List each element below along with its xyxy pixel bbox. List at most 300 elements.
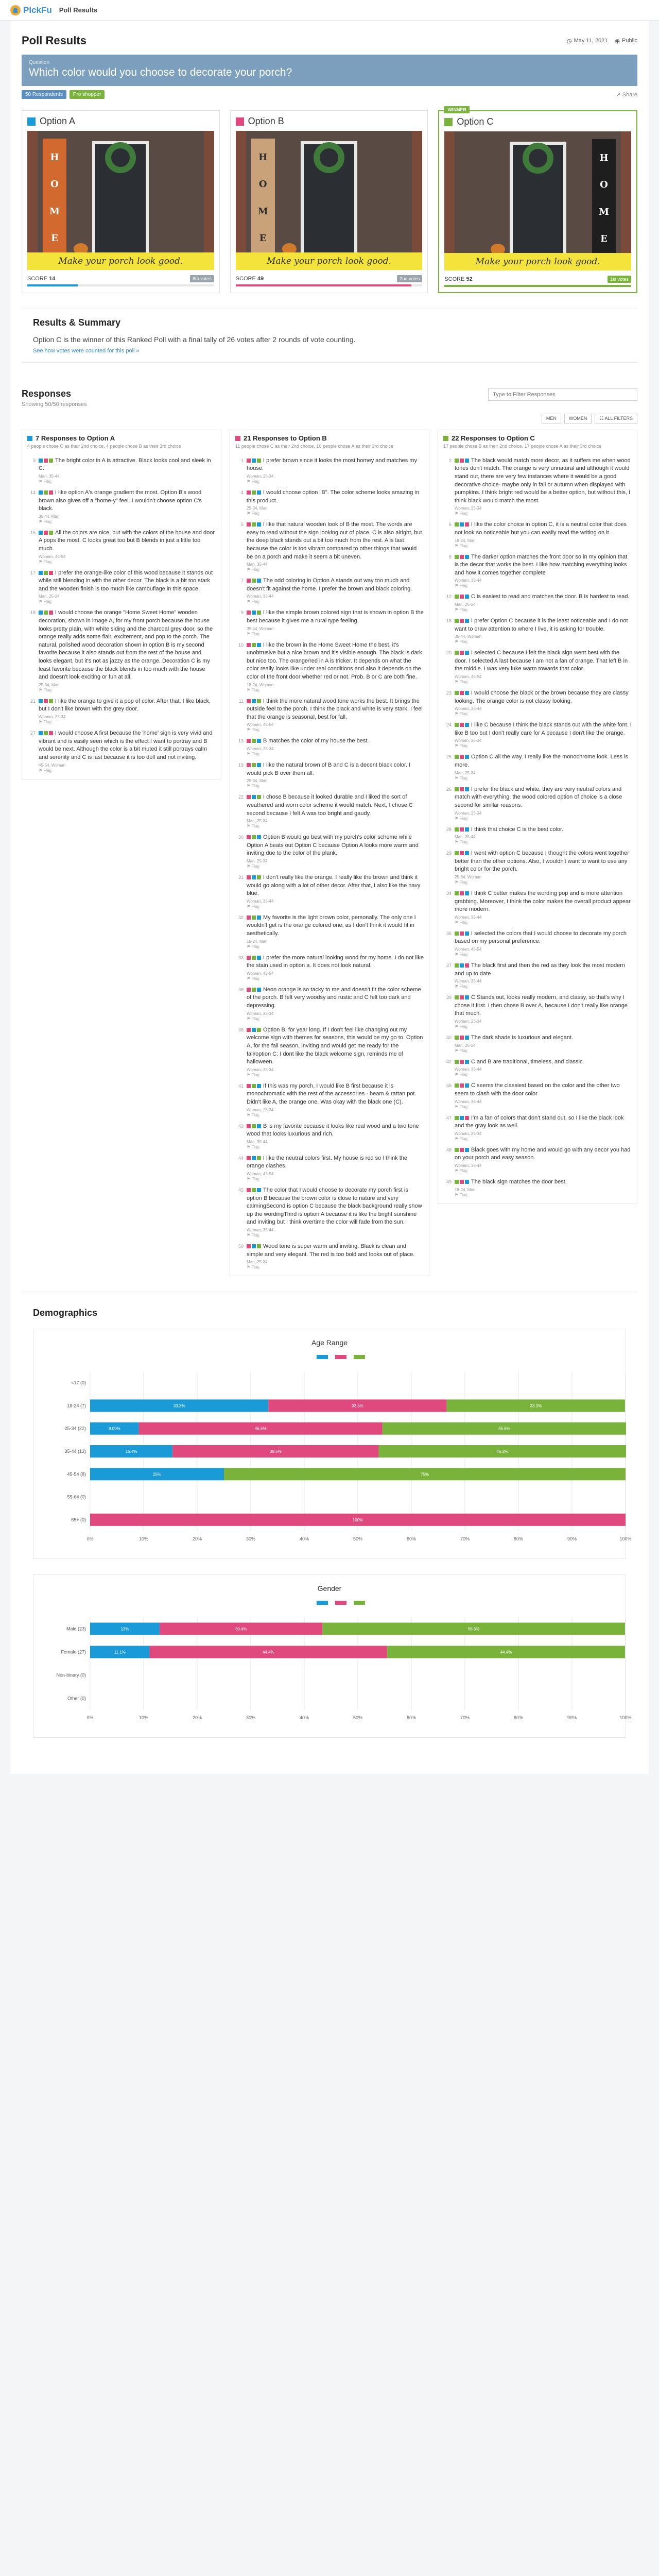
response-column [22,430,221,779]
response-text: I prefer the orange-like color of this wood because it stands out while still blending in with the other decor. The black is a bit too stark and the wooden finish is too much like camouflage in this space. [39,569,213,592]
tag-list [22,90,105,99]
response-number: 46 [446,1083,452,1089]
respondent-demographics: Woman, 35-44 [455,578,482,583]
respondent-demographics: Woman, 45-54 [247,971,274,976]
rank-order-icon [455,555,469,559]
date-info [567,38,608,44]
response-number: 15 [30,530,36,535]
respondent-demographics: Woman, 45-54 [455,947,482,952]
flag-response-button[interactable]: ⚑ Flag [39,559,51,564]
response-item [443,614,632,646]
response-number: 43 [238,1123,244,1129]
response-text: I would choose the black or the brown because they are classy looking. The orange color is not classy looking. [455,690,629,704]
response-text: I went with option C because I thought the colors went together better than the other options. Also, I wouldn't want to want to use any bright color for the porch. [455,850,629,873]
page-title: Poll Results [22,34,86,47]
flag-response-button[interactable]: ⚑ Flag [455,1072,467,1077]
response-number: 19 [238,762,244,768]
bar-value-label: 15.4% [125,1449,137,1454]
rank-order-icon [39,611,53,615]
flag-response-button[interactable]: ⚑ Flag [455,952,467,957]
flag-response-button[interactable]: ⚑ Flag [247,752,259,757]
flag-response-button[interactable]: ⚑ Flag [39,599,51,604]
option-b-image[interactable] [236,131,423,270]
page-label: Poll Results [59,6,98,14]
poll-visibility: Public [622,38,637,44]
response-item [27,526,216,566]
age-range-chart-svg [44,1351,636,1547]
poll-date: May 11, 2021 [574,38,608,44]
response-item [443,927,632,959]
app-logo[interactable] [10,5,52,15]
response-item [235,694,424,735]
response-text: I think the more natural wood tone works the best. It brings the outside feel to the porch. I think the black and white is very stark. I feel that the orange is seasonal, best for fall. [247,698,423,720]
flag-response-button[interactable]: ⚑ Flag [455,984,467,989]
respondent-demographics: 25-34, Woman [455,874,482,879]
response-text: The odd coloring in Option A stands out way too much and doesn't fit against the home. I prefer the brown and black coloring. [247,578,412,592]
x-tick-label: 0% [86,1536,94,1542]
y-category-label: Other (0) [67,1696,86,1701]
flag-response-button[interactable]: ⚑ Flag [247,824,259,829]
response-number: 24 [446,722,452,728]
x-tick-label: 30% [246,1536,256,1542]
flag-response-button[interactable]: ⚑ Flag [247,727,259,733]
response-number: 8 [448,554,452,560]
respondent-demographics: Man, 25-34 [455,770,476,775]
response-item [235,734,424,758]
response-item [443,686,632,718]
y-category-label: 18-24 (7) [67,1403,86,1409]
response-text: I like the color choice in option C, it is a neutral color that does not look so noticeable but you can easily read the writing on it. [455,521,627,536]
x-tick-label: 90% [567,1536,577,1542]
y-category-label: Male (23) [66,1626,86,1632]
legend-swatch [354,1355,365,1359]
response-text: Neon orange is so tacky to me and doesn't fit the color scheme of the porch. B felt very woodsy and rustic and C felt too dark and depressing. [247,986,421,1009]
bar-value-label: 25% [152,1472,162,1477]
flag-response-button[interactable]: ⚑ Flag [455,711,467,717]
column-header [443,434,632,442]
flag-response-button[interactable]: ⚑ Flag [455,680,467,685]
gender-chart [33,1574,632,1738]
wreath-graphic [314,142,344,173]
flag-response-button[interactable]: ⚑ Flag [247,1233,259,1238]
score-pill: 2nd votes [397,275,422,282]
bar-value-label: 9.09% [108,1426,120,1431]
image-slogan: Make your porch look good. [27,252,214,270]
gender-chart-svg [44,1597,636,1725]
rank-order-icon [455,691,469,695]
bar-value-label: 45.5% [498,1426,510,1431]
respondent-demographics: Man, 25-34 [455,602,476,607]
respondent-demographics: Woman, 25-34 [247,1107,274,1112]
rank-order-icon [39,490,53,495]
respondent-demographics: Woman, 25-34 [247,1067,274,1072]
x-tick-label: 40% [299,1715,309,1721]
rank-order-icon [247,1188,261,1192]
response-text: The black first and then the red as they look the most modern and up to date [455,962,625,977]
flag-response-button[interactable]: ⚑ Flag [455,583,467,588]
rank-order-icon [39,531,53,535]
wreath-graphic [105,142,136,173]
response-item [235,518,424,574]
y-category-label: Female (27) [61,1649,86,1655]
rank-order-icon [455,1083,469,1088]
response-item [443,846,632,887]
brick-wall-left [236,131,246,270]
rank-order-icon [247,490,261,495]
respondent-demographics: Woman, 45-54 [455,674,482,680]
respondents-tag: 50 Respondents [22,90,66,99]
response-text: The darker option matches the front door so in my opinion that is the decor that works the best. I like how matching everything looks and how it comes together complete [455,553,628,576]
respondent-demographics: Man, 35-44 [247,1139,268,1144]
respondent-demographics: Woman, 45-54 [247,722,274,727]
response-text: I'm a fan of colors that don't stand out, so I like the black look and the gray look as well. [455,1114,624,1129]
flag-response-button[interactable]: ⚑ Flag [455,1136,467,1141]
response-number: 13 [238,738,244,744]
pickfu-logo-icon [10,5,21,15]
response-text: The color that I would choose to decorate my porch first is option B because the brown color is close to nature and very calmingSecond is option C because the black background really show up the wordingThird is option A because it is like the bright sunshine and inviting but I think overtime the color will fade from the sun. [247,1187,422,1226]
score-bar-fill [27,284,78,286]
rank-order-icon [39,571,53,575]
response-text: I think C better makes the wording pop and is more attention grabbing. Moreover, I think the color makes the overall product appear more modern. [455,890,631,913]
respondent-demographics: Woman, 35-44 [247,594,274,599]
flag-response-button[interactable]: ⚑ Flag [455,1048,467,1053]
respondent-demographics: 35-44, Woman [247,626,274,631]
legend-swatch [354,1601,365,1605]
home-sign-board: H O M E [251,139,275,257]
response-number: 37 [446,963,452,969]
respondent-demographics: 25-34, Man [39,682,60,687]
x-tick-label: 70% [460,1715,470,1721]
response-item [443,959,632,991]
flag-response-button[interactable]: ⚑ Flag [455,840,467,845]
x-tick-label: 30% [246,1715,256,1721]
response-number: 17 [30,570,36,575]
response-text: Wood tone is super warm and inviting. Black is clean and simple and very elegant. The red is too bold and looks out of place. [247,1243,415,1258]
respondent-demographics: Woman, 25-34 [247,473,274,479]
response-item [443,1055,632,1079]
results-summary [22,309,637,363]
flag-response-button[interactable]: ⚑ Flag [455,775,467,781]
response-item [235,758,424,790]
y-category-label: 55-64 (0) [67,1494,86,1500]
flag-response-button[interactable]: ⚑ Flag [455,1192,467,1197]
brick-wall-right [621,131,631,270]
brick-wall-right [412,131,422,270]
flag-response-button[interactable]: ⚑ Flag [247,784,259,789]
response-item [27,726,216,774]
rank-order-icon [247,699,261,703]
response-number: 10 [238,642,244,648]
response-item [443,646,632,686]
responses-header [10,368,649,408]
x-tick-label: 100% [619,1536,632,1542]
response-number: 44 [238,1155,244,1161]
response-number: 1 [240,457,244,463]
bar-value-label: 44.4% [262,1650,274,1655]
rank-order-icon [247,1084,261,1088]
respondent-demographics: Woman, 35-44 [455,1067,482,1072]
response-item [443,718,632,750]
rank-order-icon [247,579,261,583]
flag-response-button[interactable]: ⚑ Flag [455,1024,467,1029]
response-number: 34 [446,890,452,896]
brick-wall-left [444,131,455,270]
respondent-demographics: Man, 25-34 [455,1043,476,1048]
score-bar [27,284,214,286]
response-text: All the colors are nice, but with the colors of the house and door A pops the most. C looks great too but B blends in just a little too much. [39,529,215,552]
respondent-demographics: Woman, 25-34 [455,1131,482,1136]
flag-response-button[interactable]: ⚑ Flag [247,479,259,484]
rank-order-icon [455,1060,469,1064]
response-number: 47 [446,1115,452,1121]
response-number: 45 [238,1187,244,1193]
respondent-demographics: Man, 25-34 [247,1260,268,1265]
flag-response-button[interactable]: ⚑ Flag [247,599,259,604]
response-text: Option B, for year long. If I don't feel like changing out my welcome sign with themes for seasons, this would be my go to. Option A, for the fall season, inviting and would get me ready for the fall/option C: I dont like the black welcome sign, reminds me of halloween. [247,1026,423,1065]
flag-response-button[interactable]: ⚑ Flag [455,743,467,749]
response-item [443,590,632,614]
rank-order-icon [247,988,261,992]
flag-response-button[interactable]: ⚑ Flag [247,567,259,572]
response-number: 50 [238,1244,244,1249]
column-title: 21 Responses to Option B [244,434,327,442]
rank-order-icon [455,1148,469,1152]
response-item [235,790,424,831]
flag-response-button[interactable]: ⚑ Flag [247,1112,259,1117]
rank-order-icon [455,891,469,895]
option-card-b[interactable] [230,110,428,293]
response-text: I prefer the more natural looking wood for my home. I do not like the stain used in option a. It does not look natural. [247,954,424,969]
response-item [443,887,632,927]
respondent-demographics: Woman, 25-34 [455,506,482,511]
flag-response-button[interactable]: ⚑ Flag [247,863,259,869]
response-text: C Stands out, looks really modern, and classy, so that's why I chose it first. I then chose B over A, because I don't really like orange that much. [455,994,628,1017]
flag-response-button[interactable]: ⚑ Flag [455,607,467,612]
response-item [27,566,216,606]
winner-badge: WINNER [444,106,470,113]
flag-response-button[interactable]: ⚑ Flag [247,1144,259,1149]
flag-response-button[interactable]: ⚑ Flag [247,1072,259,1077]
respondent-demographics: 35-44, Man [39,514,60,519]
x-tick-label: 50% [353,1715,363,1721]
y-category-label: 45-54 (8) [67,1471,86,1477]
response-item [443,823,632,847]
rank-order-icon [39,459,53,463]
globe-icon: ◉ [615,38,620,44]
flag-response-button[interactable]: ⚑ Flag [455,1104,467,1109]
flag-response-button[interactable]: ⚑ Flag [247,904,259,909]
respondent-demographics: 18-24, Man [455,1187,476,1192]
flag-response-button[interactable]: ⚑ Flag [247,687,259,692]
respondent-demographics: Woman, 25-34 [455,738,482,743]
option-header [236,116,423,127]
response-number: 27 [30,731,36,736]
filter-responses-input[interactable] [488,388,637,401]
respondent-demographics: Woman, 35-44 [455,706,482,711]
response-number: 22 [238,794,244,800]
all-filters-button[interactable]: ☷ ALL FILTERS [595,414,637,423]
flag-response-button[interactable]: ⚑ Flag [247,631,259,636]
respondent-demographics: Man, 35-44 [247,562,268,567]
filter-buttons [10,408,649,430]
option-card-c[interactable] [438,107,637,293]
flag-response-button[interactable]: ⚑ Flag [455,639,467,645]
score-row [236,275,423,282]
response-number: 18 [30,610,36,616]
response-text: I would choose the orange "Home Sweet Home" wooden decoration, shown in image A, for my front porch because the house looks pretty plain, with white siding and the charcoal grey door, so the orange really adds some flair, excitement, and pop to the porch. The natural, polished wood decoration shown in option B is my second favorite because it also stands out from the rest of the house and looks elegant, but it's not as jazzy as the orange. Decoration C is my least favorite because the black blends in too much with the house and doesn't look exciting or fun at all. [39,609,213,681]
option-card-a[interactable] [22,110,220,293]
rank-order-icon [455,1116,469,1120]
legend-swatch [335,1601,346,1605]
response-item [235,1023,424,1079]
flag-response-button[interactable]: ⚑ Flag [455,879,467,885]
flag-response-button[interactable]: ⚑ Flag [455,920,467,925]
rank-order-icon [247,835,261,839]
share-button[interactable] [616,91,637,98]
response-text: If this was my porch, I would like B first because it is monochromatic with the rest of the accessories - beam & rattan pot. Didn't like A, the orange one. Was okay with the black one (C). [247,1082,417,1105]
response-number: 6 [448,522,452,528]
flag-response-button[interactable]: ⚑ Flag [39,768,51,773]
response-item [235,983,424,1023]
rank-order-icon [247,522,261,527]
filter-women-button[interactable]: WOMEN [564,414,592,423]
response-number: 48 [446,1147,452,1153]
respondent-demographics: Woman, 25-34 [247,1011,274,1016]
flag-response-button[interactable]: ⚑ Flag [455,816,467,821]
response-number: 36 [238,987,244,992]
share-icon: ↗ [616,92,622,98]
score-bar-fill [236,284,411,286]
flag-response-button[interactable]: ⚑ Flag [455,1168,467,1173]
response-item [235,911,424,951]
filter-men-button[interactable]: MEN [542,414,561,423]
question-label: Question [29,60,50,65]
respondent-demographics: Man, 25-34 [247,858,268,863]
response-text: I like the natural brown of B and C is a decent black color. I would pick B over them all. [247,762,411,776]
response-number: 42 [446,1059,452,1064]
flag-response-button[interactable]: ⚑ Flag [39,479,51,484]
brick-wall-right [204,131,214,270]
response-item [27,454,216,486]
x-tick-label: 50% [353,1536,363,1542]
response-item [235,486,424,518]
response-text: I like the neutral colors first. My house is red so I think the orange clashes. [247,1155,408,1170]
response-text: I don't really like the orange. I really like the brown and think it would go along with a lot of other decor. After that, I also like the navy blue. [247,874,421,897]
bar-value-label: 33.3% [352,1403,363,1409]
legend-swatch [317,1601,328,1605]
response-number: 7 [240,578,244,584]
response-item [443,1143,632,1175]
respondent-demographics: 45-54, Woman [39,762,66,768]
bar-value-label: 11.1% [114,1650,126,1655]
response-number: 3 [32,457,36,463]
response-number: 23 [446,690,452,696]
rank-order-icon [455,723,469,727]
age-range-chart [33,1329,632,1559]
x-tick-label: 80% [513,1715,524,1721]
option-c-image[interactable] [444,131,631,270]
rank-order-icon [247,739,261,743]
response-text: Black goes with my home and would go with any decor you had on your porch and easy season. [455,1146,631,1161]
x-tick-label: 70% [460,1536,470,1542]
legend-swatch [335,1355,346,1359]
bar-value-label: 46.2% [496,1449,509,1454]
response-item [235,1240,424,1272]
column-subtitle: 4 people chose C as their 2nd choice, 4 people chose B as their 3rd choice [27,444,181,449]
top-bar [0,0,659,21]
respondent-demographics: Woman, 25-34 [39,715,66,720]
flag-response-button[interactable]: ⚑ Flag [39,720,51,725]
y-category-label: 65+ (0) [71,1517,86,1523]
response-text: I like the orange to give it a pop of color. After that, I like black, but I don't like brown with the grey door. [39,698,211,713]
rank-order-icon [247,1156,261,1160]
response-number: 5 [240,522,244,528]
vote-counting-link[interactable]: See how votes were counted for this poll » [33,348,140,354]
bar-value-label: 75% [420,1472,429,1477]
flag-response-button[interactable]: ⚑ Flag [247,1176,259,1181]
option-name: Option B [248,116,284,126]
flag-response-button[interactable]: ⚑ Flag [247,511,259,516]
bar-value-label: 100% [352,1518,363,1523]
respondent-demographics: Woman, 35-44 [247,1228,274,1233]
response-number: 25 [446,754,452,760]
response-item [235,574,424,606]
flag-response-button[interactable]: ⚑ Flag [247,944,259,949]
score-pill: 8th votes [190,275,214,282]
column-title: 22 Responses to Option C [452,434,535,442]
response-item [443,1031,632,1055]
x-tick-label: 40% [299,1536,309,1542]
response-item [443,454,632,518]
response-item [27,606,216,694]
rank-order-icon [455,827,469,832]
option-b-color-icon [236,117,244,126]
tag-row [22,90,637,99]
flag-response-button[interactable]: ⚑ Flag [247,976,259,981]
flag-response-button[interactable]: ⚑ Flag [247,1016,259,1021]
rank-order-icon [455,1180,469,1184]
column-header [27,434,216,442]
response-item [443,1111,632,1143]
flag-response-button[interactable]: ⚑ Flag [455,511,467,516]
flag-response-button[interactable]: ⚑ Flag [39,519,51,524]
bar-value-label: 56.5% [467,1626,480,1632]
response-number: 35 [446,930,452,936]
respondent-demographics: Man, 25-34 [39,594,60,599]
rank-order-icon [455,522,469,527]
response-text: C is easiest to read and matches the door. B is hardest to read. [471,594,630,600]
response-text: B matches the color of my house the best. [263,738,369,744]
score-row [444,276,631,283]
image-slogan: Make your porch look good. [236,252,423,270]
audience-tag: Pro shopper [70,90,105,99]
demographics-section [22,1292,637,1774]
respondent-demographics: Woman, 35-44 [455,1099,482,1104]
x-tick-label: 20% [192,1715,202,1721]
flag-response-button[interactable]: ⚑ Flag [247,1265,259,1270]
option-a-image[interactable] [27,131,214,270]
response-number: 31 [238,874,244,880]
response-item [235,454,424,486]
response-text: The black sign matches the door best. [471,1178,567,1185]
flag-response-button[interactable]: ⚑ Flag [455,543,467,548]
respondent-demographics: Man, 35-44 [39,473,60,479]
x-tick-label: 60% [406,1715,417,1721]
response-number: 26 [446,786,452,792]
rank-order-icon [247,1244,261,1248]
response-number: 30 [238,835,244,840]
flag-response-button[interactable]: ⚑ Flag [39,687,51,692]
